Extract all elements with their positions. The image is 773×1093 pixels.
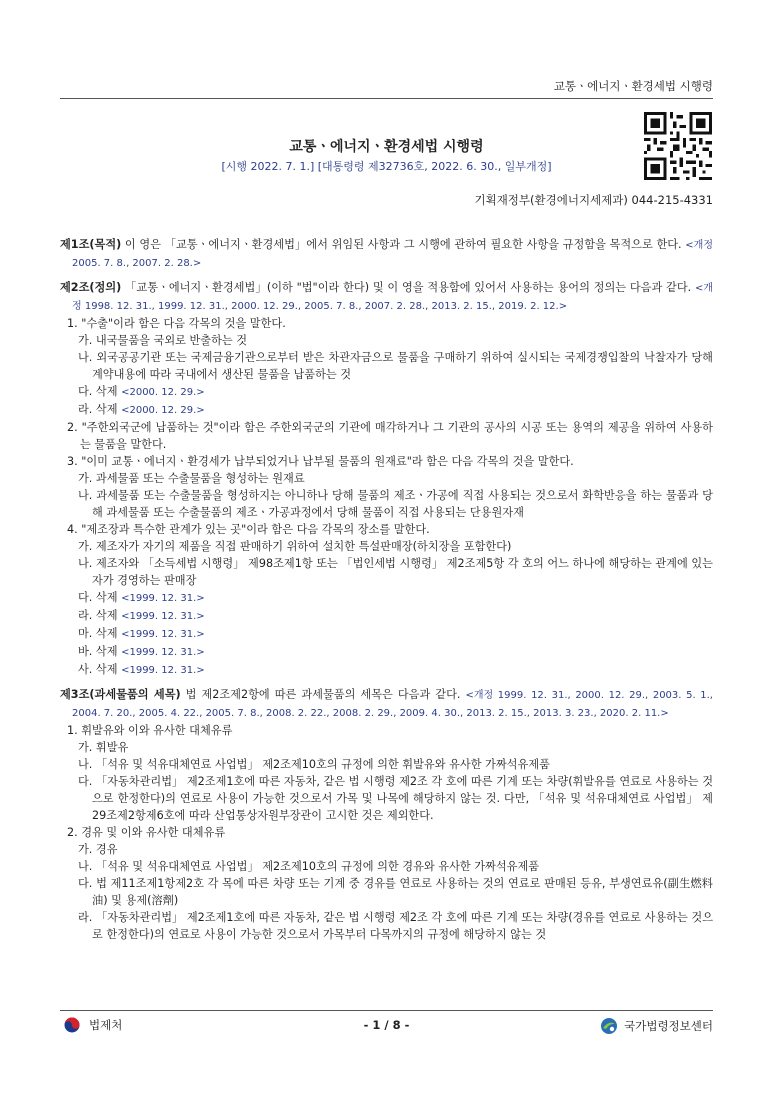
law-center-logo-icon <box>600 1017 618 1035</box>
list-item: 4. "제조장과 특수한 관계가 있는 곳"이라 함은 다음 각목의 장소를 말한다. <box>67 523 430 536</box>
list-item <box>60 625 713 643</box>
amendment-note: <1999. 12. 31.> <box>121 611 205 622</box>
list-item: 다. 「자동차관리법」 제2조제1호에 따른 자동차, 같은 법 시행령 제2조 각 호에 따른 기계 또는 차량(휘발유를 연료로 사용하는 것으로 한정한다)의 연료로 사용이 가능한 것으로서 가목 및 나목에 해당하지 않는 것. 다만, 「석유 및 석유대체연료 사업법」 제29조제2항제6호에 따라 산업통상자원부장관이 고시한 것은 제외한다. <box>78 775 713 822</box>
article-heading: 제2조(정의) <box>60 281 122 294</box>
list-item <box>60 643 713 661</box>
amendment-note: <2000. 12. 29.> <box>121 405 205 416</box>
qr-code <box>644 112 712 180</box>
article-1 <box>60 236 713 272</box>
amendment-note: <1999. 12. 31.> <box>121 647 205 658</box>
list-item-text: 사. 삭제 <box>78 663 122 676</box>
amendment-note: <2000. 12. 29.> <box>121 387 205 398</box>
list-item: 나. 「석유 및 석유대체연료 사업법」 제2조제10호의 규정에 의한 휘발유와 유사한 가짜석유제품 <box>78 758 550 771</box>
document-title: 교통ㆍ에너지ㆍ환경세법 시행령 <box>289 139 484 155</box>
amendment-note: <1999. 12. 31.> <box>121 593 205 604</box>
list-item: 나. 외국공공기관 또는 국제금융기관으로부터 받은 차관자금으로 물품을 구매하기 위하여 실시되는 국제경쟁입찰의 낙찰자가 당해 계약내용에 따라 국내에서 생산된 물품을 납품하는 것 <box>78 351 713 381</box>
list-item-text: 다. 삭제 <box>78 591 122 604</box>
header-divider <box>60 98 713 99</box>
ministry-contact: 기획재정부(환경에너지세제과) 044-215-4331 <box>474 193 713 207</box>
list-item: 2. 경유 및 이와 유사한 대체유류 <box>67 826 226 839</box>
list-item: 나. 제조자와 「소득세법 시행령」 제98조제1항 또는 「법인세법 시행령」 제2조제5항 각 호의 어느 하나에 해당하는 관계에 있는 자가 경영하는 판매장 <box>78 557 713 587</box>
list-item: 나. 「석유 및 석유대체연료 사업법」 제2조제10호의 규정에 의한 경유와 유사한 가짜석유제품 <box>78 860 540 873</box>
footer-right-label: 국가법령정보센터 <box>624 1019 713 1033</box>
list-item <box>60 383 713 401</box>
list-item: 1. 휘발유와 이와 유사한 대체유류 <box>67 724 233 737</box>
list-item-text: 마. 삭제 <box>78 627 122 640</box>
list-item-text: 라. 삭제 <box>78 609 122 622</box>
footer-right <box>600 1017 713 1035</box>
list-item-text: 다. 삭제 <box>78 385 122 398</box>
list-item <box>60 661 713 679</box>
article-3 <box>60 686 713 943</box>
article-heading: 제3조(과세물품의 세목) <box>60 688 181 701</box>
list-item: 라. 「자동차관리법」 제2조제1호에 따른 자동차, 같은 법 시행령 제2조 각 호에 따른 기계 또는 차량(경유를 연료로 사용하는 것으로 한정한다)의 연료로 사용이 가능한 것으로서 가목부터 다목까지의 규정에 해당하지 않는 것 <box>78 911 713 941</box>
list-item: 2. "주한외국군에 납품하는 것"이라 함은 주한외국군의 기관에 매각하거나 그 기관의 공사의 시공 또는 용역의 제공을 위하여 사용하는 물품을 말한다. <box>67 421 713 451</box>
list-item: 3. "이미 교통ㆍ에너지ㆍ환경세가 납부되었거나 납부될 물품의 원재료"라 함은 다음 각목의 것을 말한다. <box>67 455 574 468</box>
article-text: 「교통ㆍ에너지ㆍ환경세법」(이하 "법"이라 한다) 및 이 영을 적용함에 있어서 사용하는 용어의 정의는 다음과 같다. <box>121 281 695 294</box>
list-item <box>60 607 713 625</box>
list-item: 나. 과세물품 또는 수출물품을 형성하지는 아니하나 당해 물품의 제조ㆍ가공에 직접 사용되는 것으로서 화학반응을 하는 물품과 당해 과세물품 또는 수출물품의 제조ㆍ가공과정에서 당해 물품이 직접 사용되는 단용원자재 <box>78 489 713 519</box>
list-item: 가. 제조자가 자기의 제품을 직접 판매하기 위하여 설치한 특설판매장(하치장을 포함한다) <box>78 540 512 553</box>
amendment-note: <1999. 12. 31.> <box>121 629 205 640</box>
document-body <box>60 236 713 950</box>
page-number: - 1 / 8 - <box>363 1018 410 1032</box>
list-item: 가. 휘발유 <box>78 741 129 754</box>
running-header-title: 교통ㆍ에너지ㆍ환경세법 시행령 <box>553 79 713 93</box>
footer-divider <box>60 1010 713 1011</box>
list-item: 가. 과세물품 또는 수출물품을 형성하는 원재료 <box>78 472 305 485</box>
amendment-note: <개정 2005. 7. 8., 2007. 2. 28.> <box>72 240 713 269</box>
list-item <box>60 401 713 419</box>
article-2 <box>60 279 713 679</box>
list-item: 가. 내국물품을 국외로 반출하는 것 <box>78 334 248 347</box>
article-text: 법 제2조제2항에 따른 과세물품의 세목은 다음과 같다. <box>180 688 466 701</box>
list-item: 다. 법 제11조제1항제2호 각 목에 따른 차량 또는 기계 중 경유를 연료로 사용하는 것의 연료로 판매된 등유, 부생연료유(副生燃料油) 및 용제(溶劑) <box>78 877 713 907</box>
list-item <box>60 589 713 607</box>
article-heading: 제1조(목적) <box>60 238 122 251</box>
list-item: 가. 경유 <box>78 843 118 856</box>
list-item-text: 바. 삭제 <box>78 645 122 658</box>
amendment-note: <개정 1998. 12. 31., 1999. 12. 31., 2000. 12. 29., 2005. 7. 8., 2007. 2. 28., 2013. 2. 15., 2019. 2. 12.> <box>72 283 713 312</box>
article-text: 이 영은 「교통ㆍ에너지ㆍ환경세법」에서 위임된 사항과 그 시행에 관하여 필요한 사항을 규정함을 목적으로 한다. <box>121 238 686 251</box>
list-item-text: 라. 삭제 <box>78 403 122 416</box>
amendment-note: <개정 1999. 12. 31., 2000. 12. 29., 2003. 5. 1., 2004. 7. 20., 2005. 4. 22., 2005. 7. 8., 2008. 2. 22., 2008. 2. 29., 2009. 4. 30., 2013. 2. 15., 2013. 3. 23., 2020. 2. 11.> <box>72 690 713 719</box>
list-item: 1. "수출"이라 함은 다음 각목의 것을 말한다. <box>67 317 286 330</box>
amendment-note: <1999. 12. 31.> <box>121 665 205 676</box>
document-subtitle: [시행 2022. 7. 1.] [대통령령 제32736호, 2022. 6. 30., 일부개정] <box>221 160 552 173</box>
footer-left-label: 법제처 <box>89 1018 123 1032</box>
